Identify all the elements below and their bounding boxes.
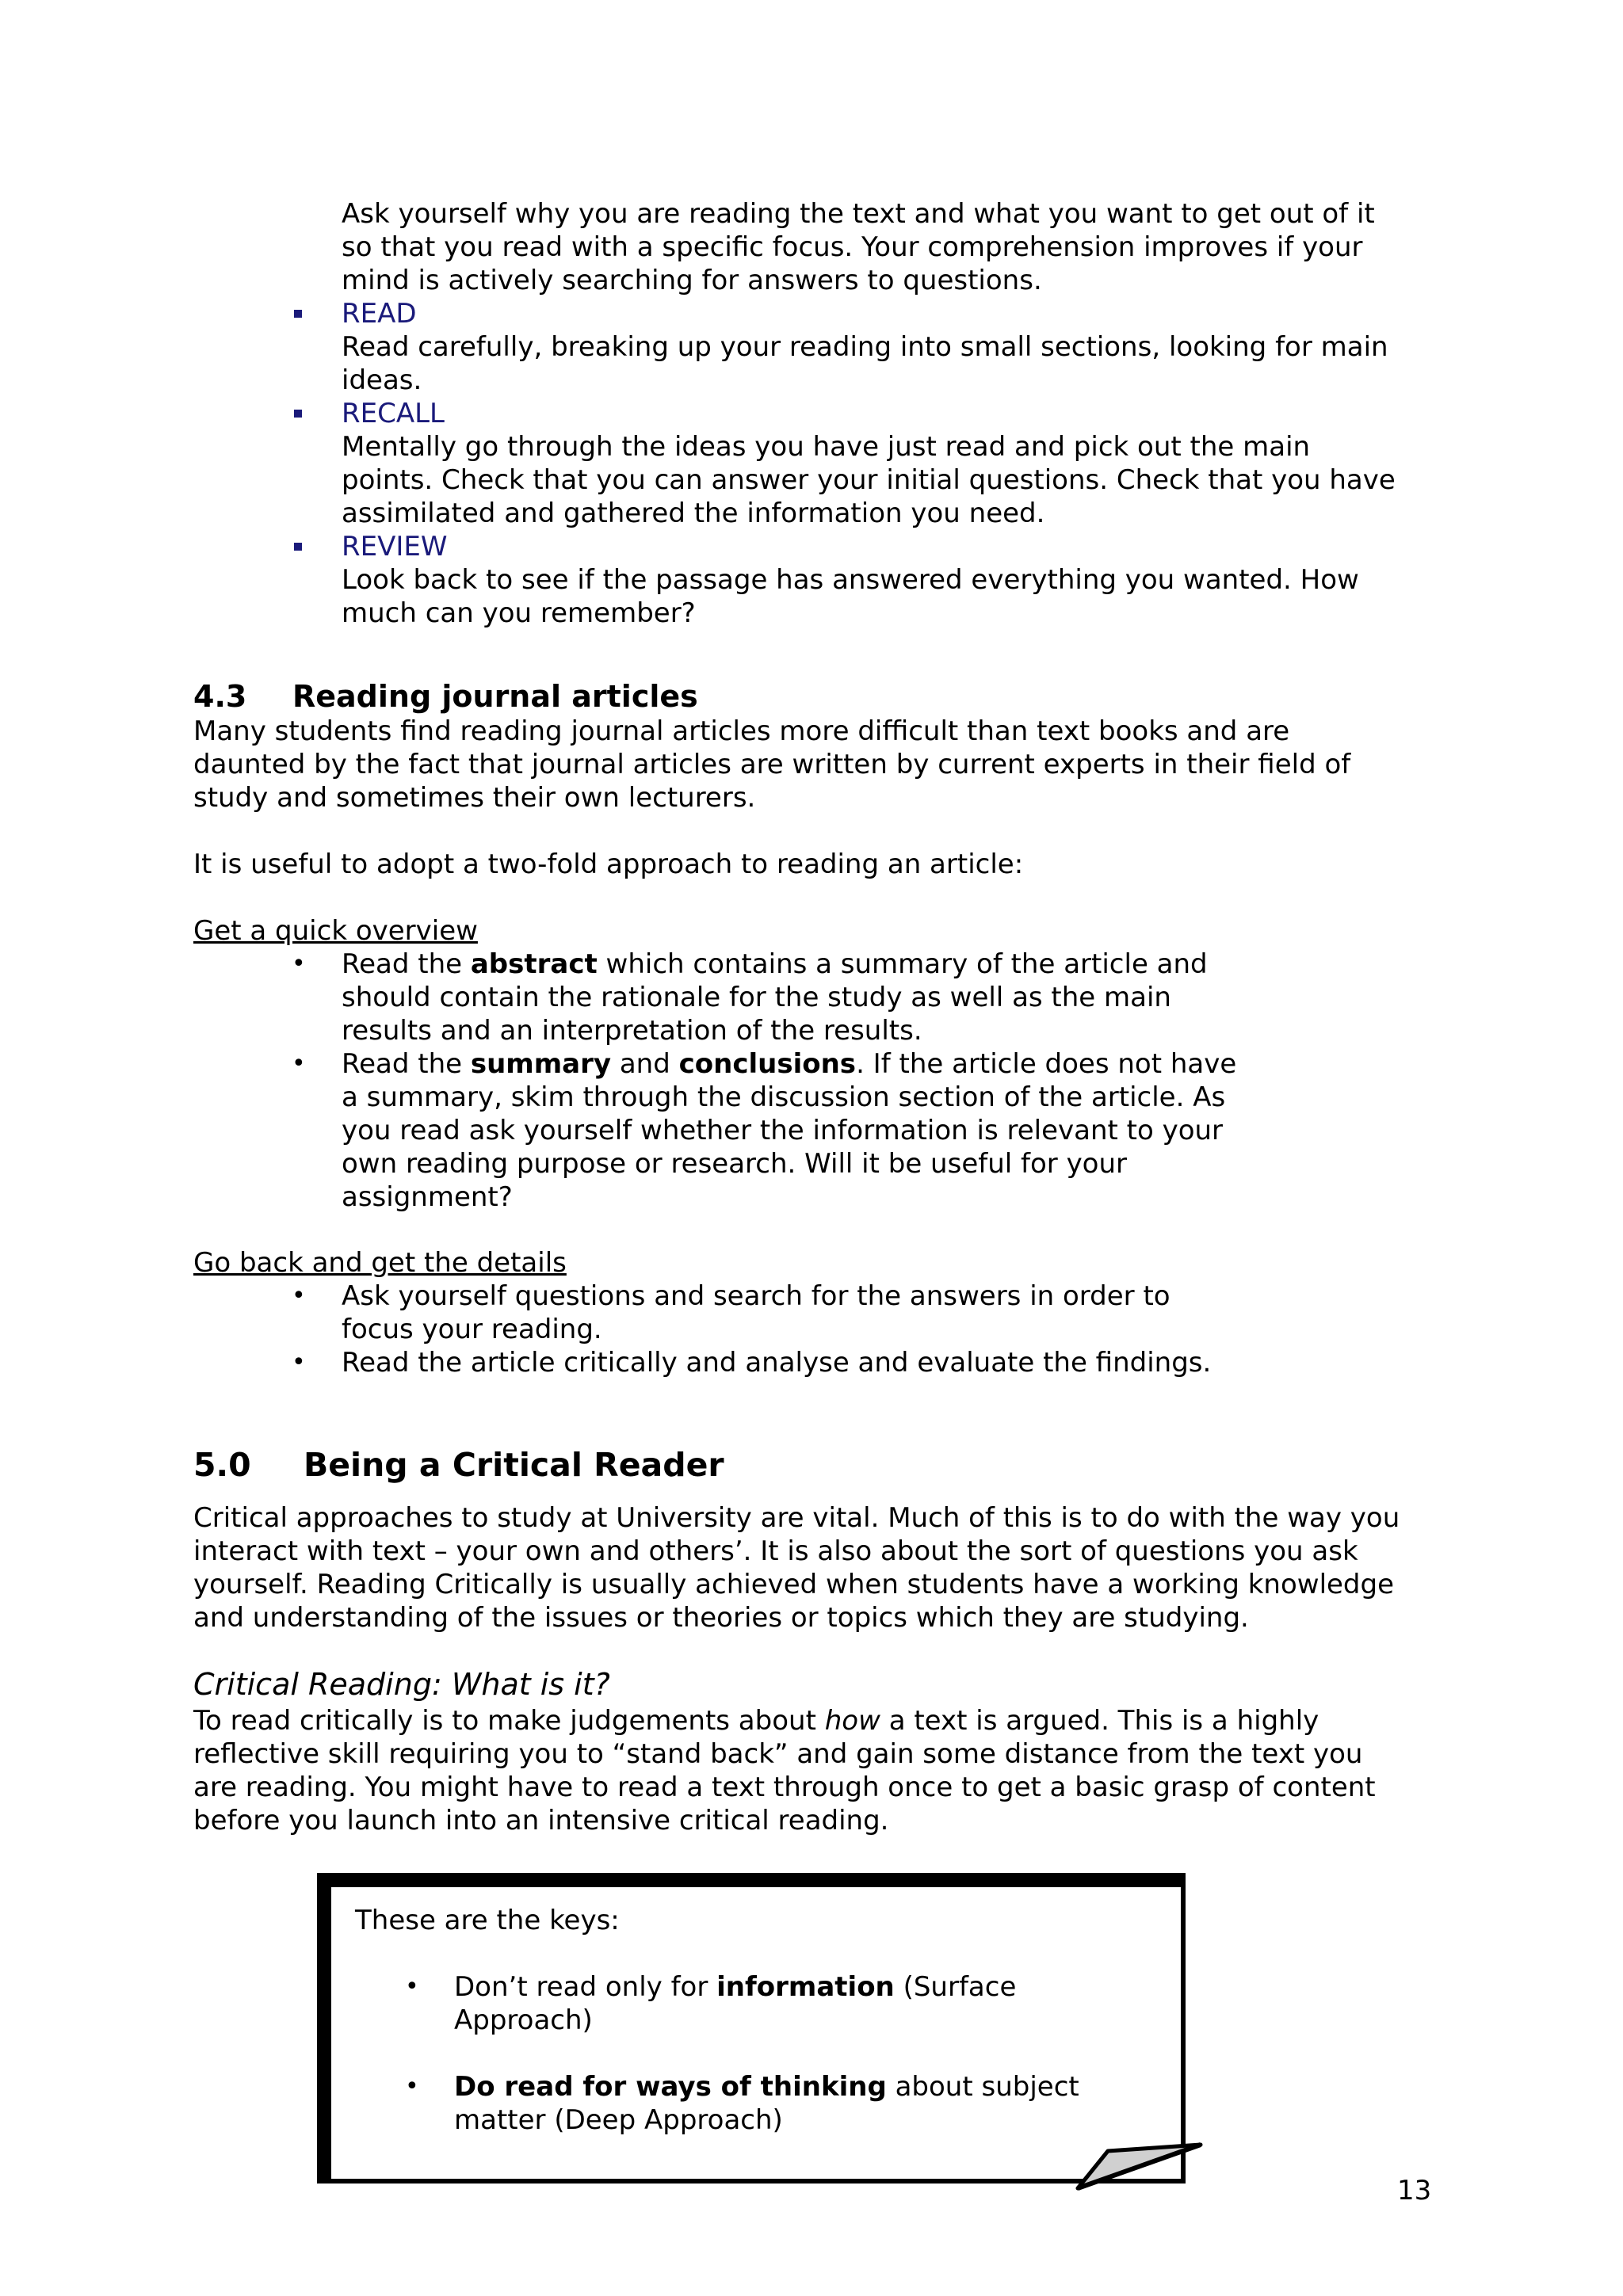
step-read-line-2: ideas. bbox=[342, 364, 422, 396]
bullet-icon: • bbox=[292, 1348, 306, 1376]
details-heading: Go back and get the details bbox=[193, 1247, 567, 1279]
details-b1-line-1: Ask yourself questions and search for the answers in order to bbox=[342, 1280, 1170, 1312]
overview-b1-line-3: results and an interpretation of the results. bbox=[342, 1015, 922, 1047]
para-5-0-line-4: and understanding of the issues or theories or topics which they are studying. bbox=[193, 1602, 1249, 1634]
overview-b2-line-4: own reading purpose or research. Will it be useful for your bbox=[342, 1148, 1128, 1180]
keys-intro: These are the keys: bbox=[355, 1905, 620, 1936]
para-5-0-line-2: interact with text – your own and others’. It is also about the sort of questions you ask bbox=[193, 1535, 1358, 1567]
intro-line-3: mind is actively searching for answers to questions. bbox=[342, 265, 1042, 296]
bullet-icon: • bbox=[292, 950, 306, 978]
bullet-icon: • bbox=[405, 2073, 419, 2100]
para-5-0-line-3: yourself. Reading Critically is usually achieved when students have a working knowledge bbox=[193, 1569, 1395, 1600]
bullet-icon: • bbox=[292, 1282, 306, 1310]
section-number-5-0: 5.0 bbox=[193, 1446, 251, 1484]
bullet-icon: • bbox=[405, 1973, 419, 2000]
key-2-line-2: matter (Deep Approach) bbox=[454, 2104, 783, 2136]
section-title-5-0: Being a Critical Reader bbox=[304, 1446, 724, 1484]
para-4-3-approach: It is useful to adopt a two-fold approach to reading an article: bbox=[193, 849, 1024, 880]
step-label-review: REVIEW bbox=[342, 531, 448, 563]
key-1-line-1: Don’t read only for information (Surface bbox=[454, 1971, 1017, 2003]
para-4-3-line-1: Many students find reading journal articles more difficult than text books and are bbox=[193, 715, 1290, 747]
critical-para-line-3: are reading. You might have to read a text through once to get a basic grasp of content bbox=[193, 1772, 1376, 1803]
para-4-3-line-2: daunted by the fact that journal articles are written by current experts in their field of bbox=[193, 749, 1351, 780]
section-title-4-3: Reading journal articles bbox=[292, 679, 698, 714]
step-read-line-1: Read carefully, breaking up your reading into small sections, looking for main bbox=[342, 331, 1388, 363]
page-number: 13 bbox=[1397, 2175, 1432, 2206]
para-5-0-line-1: Critical approaches to study at University are vital. Much of this is to do with the way you bbox=[193, 1502, 1400, 1534]
overview-b1-line-2: should contain the rationale for the study as well as the main bbox=[342, 982, 1171, 1013]
critical-reading-subheading: Critical Reading: What is it? bbox=[193, 1667, 610, 1702]
overview-heading: Get a quick overview bbox=[193, 915, 478, 947]
step-recall-line-1: Mentally go through the ideas you have just read and pick out the main bbox=[342, 431, 1311, 463]
bullet-icon: • bbox=[292, 1050, 306, 1077]
details-b2-line-1: Read the article critically and analyse and evaluate the findings. bbox=[342, 1347, 1212, 1379]
step-label-read: READ bbox=[342, 298, 417, 330]
para-4-3-line-3: study and sometimes their own lecturers. bbox=[193, 782, 756, 814]
intro-line-1: Ask yourself why you are reading the text and what you want to get out of it bbox=[342, 198, 1375, 230]
square-bullet-icon bbox=[294, 410, 302, 418]
square-bullet-icon bbox=[294, 543, 302, 551]
step-review-line-1: Look back to see if the passage has answered everything you wanted. How bbox=[342, 564, 1359, 596]
square-bullet-icon bbox=[294, 310, 302, 318]
key-1-line-2: Approach) bbox=[454, 2004, 593, 2036]
intro-line-2: so that you read with a specific focus. Your comprehension improves if your bbox=[342, 231, 1363, 263]
step-label-recall: RECALL bbox=[342, 398, 445, 429]
step-recall-line-3: assimilated and gathered the information you need. bbox=[342, 498, 1045, 529]
overview-b2-line-1: Read the summary and conclusions. If the article does not have bbox=[342, 1048, 1237, 1080]
critical-para-line-4: before you launch into an intensive critical reading. bbox=[193, 1805, 889, 1836]
section-number-4-3: 4.3 bbox=[193, 679, 247, 714]
details-b1-line-2: focus your reading. bbox=[342, 1314, 602, 1345]
step-recall-line-2: points. Check that you can answer your initial questions. Check that you have bbox=[342, 464, 1396, 496]
overview-b2-line-3: you read ask yourself whether the information is relevant to your bbox=[342, 1115, 1224, 1146]
critical-para-line-1: To read critically is to make judgements about how a text is argued. This is a highly bbox=[193, 1705, 1319, 1737]
step-review-line-2: much can you remember? bbox=[342, 597, 696, 629]
overview-b1-line-1: Read the abstract which contains a summary of the article and bbox=[342, 948, 1208, 980]
page-curl-icon bbox=[1070, 2123, 1212, 2203]
critical-para-line-2: reflective skill requiring you to “stand back” and gain some distance from the text you bbox=[193, 1738, 1363, 1770]
overview-b2-line-2: a summary, skim through the discussion section of the article. As bbox=[342, 1081, 1226, 1113]
overview-b2-line-5: assignment? bbox=[342, 1181, 513, 1213]
key-2-line-1: Do read for ways of thinking about subject bbox=[454, 2071, 1079, 2103]
